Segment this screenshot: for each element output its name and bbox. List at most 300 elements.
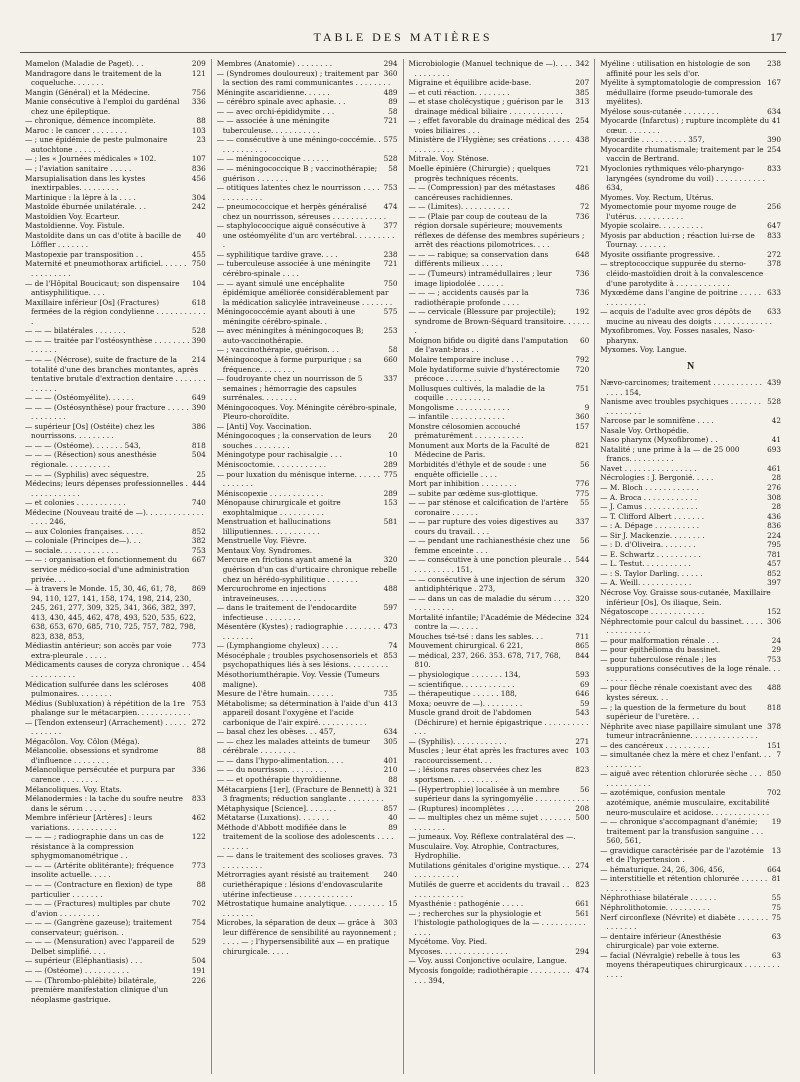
- index-entry-page: 58: [388, 164, 398, 174]
- index-entry: [25, 975, 206, 1005]
- running-head: [20, 28, 786, 53]
- index-entry-page: 836: [767, 521, 781, 531]
- index-entry-text: — — pendant une rachianesthésie chez une femme enceinte . . .: [408, 536, 571, 555]
- index-entry-text: Mitrale. Voy. Sténose.: [408, 154, 489, 164]
- index-entry: [216, 278, 398, 308]
- index-entry: [25, 937, 206, 956]
- index-entry-text: Mésothoriumthérapie. Voy. Vessie (Tumeurs maligne).: [216, 670, 380, 689]
- index-entry: [25, 450, 206, 469]
- index-entry-page: 454: [191, 660, 206, 670]
- index-entry: [25, 956, 206, 966]
- index-entry-page: 736: [575, 211, 590, 221]
- index-entry: [600, 288, 781, 307]
- index-entry: [216, 622, 398, 641]
- index-entry: [25, 832, 206, 861]
- index-entry: [600, 326, 781, 345]
- index-entry-page: 593: [575, 670, 590, 679]
- index-entry: [600, 750, 781, 769]
- index-entry-text: Nanisme avec troubles psychiques . . . . . . . . . . . . . . .: [600, 397, 761, 416]
- index-entry-text: — — méningococcique B ; vaccinothérapie; guérison . . . . . . .: [216, 164, 378, 183]
- index-entry-text: Métacarpiens [1er], (Fracture de Bennett) à 3 fragments; réduction sanglante . . . . . . . .: [216, 784, 384, 804]
- index-entry-page: 575: [383, 135, 398, 145]
- index-entry: [408, 488, 590, 499]
- index-entry-text: — — dans l'hypo-alimentation. . . .: [216, 755, 344, 765]
- index-entry: [216, 813, 398, 823]
- index-entry: [216, 202, 398, 221]
- index-entry-text: — basal chez les obèses. . . 457,: [216, 727, 336, 737]
- index-entry: [408, 116, 590, 135]
- index-entry-page: 272: [767, 249, 781, 259]
- index-entry: [25, 421, 206, 441]
- index-entry: [600, 893, 781, 903]
- index-entry-text: — — — (Nécrose), suite de fracture de la totalité d'une des branches montantes, après tentative brutale d'extraction dentaire . . . . . . . . . . . . .: [25, 354, 206, 393]
- index-entry-text: Myosite ossifiante progressive. .: [600, 249, 720, 259]
- index-entry-page: 775: [383, 469, 398, 479]
- index-entry: [600, 202, 781, 221]
- index-entry-text: Monstre célosomien accouché prématurément . . . . . . . . . . .: [408, 421, 524, 441]
- index-entry-page: 753: [767, 654, 781, 664]
- index-entry: [600, 903, 781, 913]
- index-entry: [408, 650, 590, 670]
- index-entry: [408, 937, 590, 947]
- index-entry: [408, 59, 590, 78]
- index-entry-text: — ; recherches sur la physiologie et l'histologie pathologiques de la — . . . . . . . . . . . . . .: [408, 908, 586, 937]
- index-entry-text: Méningococcémie ayant abouti à une méningite cérébro-spinale. .: [216, 307, 356, 326]
- index-entry-text: Myocardie . . . . . . . . . . 357,: [600, 135, 705, 145]
- index-entry: [408, 670, 590, 680]
- index-entry: [25, 918, 206, 937]
- index-entry-page: 55: [579, 498, 590, 508]
- index-entry-text: Ministère de l'Hygiène; ses créations . . . . . . . . . . . . . .: [408, 135, 570, 154]
- index-entry-text: Médecins; leurs dépenses professionnelles . . . . . . . . . . . .: [25, 479, 189, 498]
- index-entry: [600, 645, 781, 655]
- index-entry-page: 73: [388, 851, 398, 861]
- index-entry-text: Mollusques cultivés, la maladie de la coquille . . . . . . . . . .: [408, 383, 546, 403]
- index-entry: [600, 616, 781, 636]
- index-entry-page: 633: [767, 307, 781, 317]
- index-entry: [408, 459, 590, 479]
- index-entry-text: Morbidités d'éthyle et de soude : une enquête officielle . . . .: [408, 459, 547, 479]
- index-entry: [216, 354, 398, 374]
- index-entry-page: 271: [575, 736, 590, 746]
- index-entry-page: 474: [575, 965, 590, 975]
- index-entry-page: 721: [383, 116, 398, 126]
- index-entry: [600, 416, 781, 426]
- index-entry: [25, 469, 206, 480]
- index-entry: [408, 479, 590, 489]
- index-entry-page: 56: [579, 536, 590, 546]
- index-entry-page: 756: [191, 87, 206, 97]
- index-entry-text: — — consécutive à une méningo-coccémie. . . . . . . . . . . .: [216, 135, 381, 154]
- index-entry-page: 24: [771, 635, 781, 645]
- index-entry-page: 28: [771, 502, 781, 512]
- index-entry-page: 378: [767, 259, 781, 269]
- index-entry-page: 660: [383, 354, 398, 364]
- index-entry-text: — azotémique, confusion mentale azotémique, anémie musculaire, excitabilité neuro-musculaire et acidose. . . . . . . . . . . . .: [600, 788, 770, 817]
- index-entry: [25, 660, 206, 679]
- index-entry-page: 253: [383, 326, 398, 336]
- index-entry-page: 795: [767, 540, 781, 550]
- index-entry: [216, 68, 398, 88]
- index-entry: [216, 183, 398, 202]
- index-entry-text: — — avec orchi-épididymite . . .: [216, 106, 335, 116]
- index-entry-page: 321: [383, 784, 398, 794]
- index-entry-text: — et colonies . . . . . . . . . . .: [25, 498, 126, 508]
- index-entry-page: 69: [579, 679, 590, 689]
- index-entry-text: Migraine et équilibre acide-base.: [408, 78, 532, 88]
- index-entry-page: 41: [771, 116, 781, 126]
- index-entry-text: Naso pharynx (Myxofibrome) . .: [600, 435, 718, 445]
- index-entry-text: Méningocoques. Voy. Méningite cérébro-spinale, Pleuro-choroïdite.: [216, 402, 397, 422]
- index-entry-page: 397: [767, 578, 781, 588]
- index-entry: [216, 784, 398, 804]
- index-entry-page: 823: [575, 880, 590, 890]
- index-entry-page: 850: [767, 769, 781, 779]
- index-entry-page: 561: [575, 908, 590, 918]
- index-entry-text: — dentaire inférieur (Anesthésie chirurgicale) par voie externe.: [600, 931, 722, 951]
- index-entry: [25, 860, 206, 880]
- index-entry: [600, 397, 781, 416]
- index-entry-text: Méningocoques ; la conservation de leurs souches . . . . . . . .: [216, 431, 372, 450]
- index-entry-page: 55: [771, 893, 781, 903]
- index-entry-text: Mesure de l'être humain. . . . . .: [216, 689, 334, 699]
- index-entry: [216, 402, 398, 422]
- index-entry: [600, 683, 781, 702]
- index-entry: [408, 899, 590, 909]
- index-entry-text: Mamelon (Maladie de Paget). . .: [25, 59, 144, 68]
- index-entry: [408, 498, 590, 517]
- index-entry-page: 750: [383, 278, 398, 288]
- index-entry-text: Muscle grand droit de l'abdomen (Déchirure) et hernie épigastrique . . . . . . . . . . . . .: [408, 708, 589, 737]
- index-entry: [408, 698, 590, 709]
- index-entry: [600, 435, 781, 445]
- index-entry-text: — Sir J. Mackenzie. . . . . . . .: [600, 530, 705, 540]
- index-entry-page: 238: [383, 249, 398, 259]
- index-entry: [600, 607, 781, 617]
- index-entry: [216, 775, 398, 785]
- index-entry-text: — jumeaux. Voy. Réflexe contralatéral des —.: [408, 832, 576, 842]
- index-entry-text: — — — (Artérite oblitérante); fréquence insolite actuelle. . . . .: [25, 860, 174, 880]
- index-entry-page: 305: [383, 736, 398, 746]
- index-entry-page: 575: [383, 307, 398, 317]
- index-entry-page: 773: [191, 860, 206, 870]
- index-entry: [216, 603, 398, 622]
- index-entry: [408, 536, 590, 555]
- index-entry: [216, 450, 398, 460]
- index-entry-text: — coloniale (Principes de—). . .: [25, 536, 141, 546]
- index-entry-text: — pour épithélioma du bassinet.: [600, 645, 721, 655]
- index-entry-text: Médius (Subluxation) à répétition de la 1re phalange sur le métacarpien. . . . . . . . . . . .: [25, 698, 191, 718]
- index-entry: [600, 702, 781, 722]
- index-entry-page: 581: [383, 517, 398, 527]
- index-entry: [25, 584, 206, 641]
- index-entry-page: 661: [575, 899, 590, 909]
- index-entry: [408, 784, 590, 804]
- index-entry-text: Méningite ascaridienne. . . . . .: [216, 87, 330, 97]
- index-entry-text: Mélancolique persécutée et purpura par carence . . . . . . . .: [25, 765, 176, 785]
- index-entry-text: Moelle épinière (Chirurgie) ; quelques progrès techniques récents.: [408, 164, 551, 183]
- index-entry: [216, 765, 398, 775]
- index-entry-text: — (Hypertrophie) localisée à un membre supérieur dans la syringomyélie . . . . . . . . . . . .: [408, 784, 589, 804]
- index-entry-text: — pour tuberculose rénale ; les suppurations consécutives de la loge rénale. . . . . . . . . .: [600, 654, 781, 683]
- index-entry-page: 754: [191, 918, 206, 928]
- index-entry-text: — — consécutive à une injection de sérum antidiphtérique . 273,: [408, 574, 566, 594]
- index-entry-page: 167: [767, 78, 781, 88]
- index-entry: [25, 125, 206, 136]
- index-entry: [408, 78, 590, 88]
- index-entry: [25, 746, 206, 765]
- index-entry-page: 439: [767, 377, 781, 387]
- index-entry: [600, 511, 781, 522]
- index-entry: [408, 631, 590, 642]
- index-entry-text: Médecine (Nouveau traité de —). . . . . . . . . . . . . . . . . 246,: [25, 507, 204, 527]
- index-entry-page: 821: [575, 440, 590, 450]
- index-entry-text: Myosis par abduction ; réaction lui-rse de Tournay. . . . . . .: [600, 230, 755, 250]
- index-entry: [600, 845, 781, 865]
- index-entry: [216, 803, 398, 814]
- index-entry-text: — simultanée chez la mère et chez l'enfant. . . . . . . . . . .: [600, 750, 771, 769]
- index-entry-text: Néphrolithotomie. . . . . . . . . .: [600, 903, 710, 913]
- index-entry: [408, 164, 590, 183]
- index-entry-text: — dans le traitement de l'endocardite infectieuse . . . . . . . .: [216, 603, 357, 622]
- index-entry: [25, 736, 206, 747]
- index-entry: [216, 154, 398, 164]
- index-entry-page: 289: [383, 488, 398, 498]
- index-entry: [216, 59, 398, 69]
- index-entry-text: Maxillaire inférieur [Os] (Fractures) fermées de la région condylienne . . . . . . . . . . . .: [25, 297, 206, 326]
- index-entry: [408, 832, 590, 842]
- index-entry-text: Mégacôlon. Voy. Côlon (Méga).: [25, 736, 140, 746]
- index-entry-text: — otitiques latentes chez le nourrisson . . . . . . . . . . . . .: [216, 183, 380, 202]
- index-entry: [408, 97, 590, 116]
- index-entry-page: 667: [191, 555, 206, 565]
- index-entry-page: 103: [575, 746, 590, 756]
- index-entry-text: — — consécutive à une ponction pleurale . . . . . . . . . . . 151,: [408, 555, 571, 574]
- index-entry-text: — — — ; accidents causés par la radiothérapie profonde . . . .: [408, 288, 529, 307]
- index-entry: [216, 736, 398, 756]
- index-entry-text: — tuberculeuse associée à une méningite cérébro-spinale . . . .: [216, 259, 371, 279]
- index-entry-page: 543: [575, 708, 590, 718]
- index-entry-text: — — — (Mensuration) avec l'appareil de Delbet simplifié. . . .: [25, 937, 175, 956]
- index-entry-text: — interstitielle et rétention chlorurée . . . . . . . . . . . . . .: [600, 874, 768, 893]
- index-entry: [216, 374, 398, 403]
- index-entry: [408, 841, 590, 861]
- index-entry: [216, 488, 398, 499]
- index-entry: [216, 727, 398, 737]
- index-entry-text: — — associée à une méningite tuberculeuse. . . . . . . . . . .: [216, 116, 330, 135]
- index-entry: [216, 498, 398, 517]
- index-entry: [408, 307, 590, 336]
- index-entry-page: 256: [767, 202, 781, 212]
- index-entry-text: — J. Camus . . . . . . . . . . . .: [600, 502, 698, 512]
- index-entry-text: Mouvement chirurgical. 6 221,: [408, 641, 524, 651]
- index-entry: [25, 335, 206, 355]
- index-entry-text: — pour flèche rénale coexistant avec des kystes séreux. . .: [600, 683, 753, 702]
- index-entry-page: 289: [383, 459, 398, 469]
- index-entry: [600, 864, 781, 875]
- index-entry-page: 775: [575, 488, 590, 498]
- index-entry: [600, 230, 781, 250]
- index-entry-text: — facial (Névralgie) rebelle à tous les moyens thérapeutiques chirurgicaux . . . . . . . . . . . .: [600, 950, 780, 979]
- index-entry-text: Myopie scolaire. . . . . . . . . .: [600, 221, 703, 231]
- index-entry-page: 15: [388, 899, 398, 909]
- index-entry-page: 10: [388, 450, 398, 460]
- index-entry: [408, 412, 590, 422]
- index-entry-text: — scientifique. . . . . . . . . . . .: [408, 679, 515, 689]
- index-entry-page: 401: [383, 755, 398, 765]
- index-entry-page: 210: [383, 765, 398, 775]
- index-entry: [25, 813, 206, 832]
- index-entry-text: Néphrectomie pour calcul du bassinet. . . . . . . . . . . . . . .: [600, 616, 763, 636]
- index-entry-page: 528: [767, 397, 781, 407]
- index-entry-text: — — (Tumeurs) intramédullaires ; leur image lipiodolée . . . . . .: [408, 269, 552, 288]
- index-entry-text: — M. Bloch . . . . . . . . . . . .: [600, 482, 699, 492]
- index-entry: [408, 746, 590, 765]
- index-entry-page: 488: [767, 683, 781, 693]
- index-entry-page: 191: [191, 965, 206, 975]
- index-entry-text: — — — (Ostéome). . . . . . . 543,: [25, 440, 141, 450]
- index-entry-page: 473: [383, 622, 398, 632]
- index-entry-page: 320: [575, 593, 590, 603]
- index-entry-page: 238: [767, 59, 781, 68]
- index-entry: [408, 765, 590, 785]
- index-entry: [25, 507, 206, 527]
- index-entry-page: 833: [767, 164, 781, 174]
- index-entry-page: 224: [767, 530, 781, 540]
- index-entry-text: Mélanodermies : la tache du soufre neutre dans le sérum . . . . .: [25, 794, 183, 813]
- index-entry-text: Médicaments causes de coryza chronique . . . . . . . . . . . .: [25, 660, 190, 679]
- index-entry-page: 88: [196, 880, 206, 890]
- index-entry-page: 773: [191, 641, 206, 651]
- index-entry: [408, 679, 590, 690]
- index-entry-text: Métabolisme; sa détermination à l'aide d'un appareil dosant l'oxygène et l'acide carbonique de l'air expiré. . . . . . . . . . .: [216, 698, 380, 727]
- index-entry-page: 336: [191, 97, 206, 107]
- index-entry-page: 360: [383, 68, 398, 78]
- index-entry: [25, 354, 206, 393]
- index-entry-page: 337: [383, 374, 398, 384]
- index-entry-text: Microbes, la séparation de deux — grâce à leur différence de sensibilité au rayonnement ; . . . . — ; l'hypersensibilité aux — en pratique chirurgicale. . . . .: [216, 918, 397, 956]
- index-entry-page: 504: [191, 956, 206, 966]
- index-entry-page: 844: [575, 650, 590, 660]
- index-entry: [25, 211, 206, 222]
- index-entry-text: — — (Compression) par des métastases cancéreuses rachidiennes.: [408, 183, 556, 202]
- index-entry: [408, 440, 590, 460]
- index-entry: [600, 740, 781, 751]
- index-entry: [600, 59, 781, 78]
- index-entry-text: — — — (Fractures) multiples par chute d'avion . . . . . . . . .: [25, 899, 171, 918]
- index-entry-text: Mandragore dans le traitement de la coqueluche. . . . . . .: [25, 68, 162, 88]
- index-entry-page: 833: [191, 794, 206, 804]
- index-entry-page: 272: [191, 717, 206, 727]
- index-entry-page: 276: [767, 482, 781, 492]
- index-entry-text: Navet . . . . . . . . . . . . . . . .: [600, 463, 697, 473]
- index-entry-page: 23: [196, 135, 206, 145]
- index-entry: [216, 650, 398, 670]
- index-entry: [25, 698, 206, 718]
- index-entry-text: Monument aux Morts de la Faculté de Médecine de Paris.: [408, 440, 550, 460]
- index-entry-page: 88: [388, 775, 398, 785]
- index-entry-page: 59: [579, 698, 590, 708]
- index-entry-text: — — — (Gangrène gazeuse); traitement conservateur; guérison. .: [25, 918, 173, 937]
- index-entry: [408, 813, 590, 832]
- index-entry: [216, 431, 398, 450]
- index-entry-text: Mésentère (Kystes) ; radiographie . . . . . . . . . . . . . . .: [216, 622, 381, 641]
- index-entry: [600, 540, 781, 550]
- index-entry-text: Nécrose Voy. Graisse sous-cutanée, Maxillaire inférieur [Os], Os iliaque, Sein.: [600, 587, 771, 607]
- index-entry: [408, 803, 590, 814]
- index-entry-text: — hématurique. 24, 26, 306, 456,: [600, 864, 725, 874]
- index-entry: [216, 307, 398, 326]
- index-entry: [408, 517, 590, 536]
- index-entry: [600, 568, 781, 579]
- index-entry-text: — — — traitée par l'ostéosynthèse . . . . . . . . . . . . . .: [25, 335, 190, 355]
- index-entry-page: 438: [575, 135, 590, 145]
- index-entry-page: 294: [575, 946, 590, 956]
- index-entry: [408, 736, 590, 747]
- index-entry-text: — — et opothérapie thyroïdienne.: [216, 775, 342, 785]
- index-entry-text: — et cuti réaction. . . . . . . .: [408, 87, 510, 97]
- index-entry-page: 721: [383, 259, 398, 269]
- page-number: 17: [770, 30, 782, 44]
- index-entry-page: 597: [383, 603, 398, 613]
- index-entry-page: 634: [767, 106, 781, 116]
- index-entry-text: — — dans un cas de maladie du sérum . . . . . . . . . . . . .: [408, 593, 571, 613]
- index-column-3: [404, 59, 596, 1074]
- index-entry-page: 320: [383, 555, 398, 565]
- index-entry-page: 852: [767, 568, 781, 578]
- index-entry-text: Nerf circonflexe (Névrite) et diabète . . . . . . . . . . . . . .: [600, 912, 769, 932]
- index-entry: [600, 221, 781, 231]
- index-entry-text: — ; la question de la fermeture du bout supérieur de l'uretère. . .: [600, 702, 746, 722]
- index-entry-page: 646: [575, 689, 590, 699]
- index-entry-page: 152: [767, 607, 781, 617]
- index-entry-page: 648: [575, 249, 590, 259]
- index-entry-text: — [Anti] Voy. Vaccination.: [216, 421, 312, 431]
- index-entry-text: — supérieur (Eléphantiasis) . . .: [25, 956, 143, 966]
- index-entry: [600, 192, 781, 203]
- index-entry-page: 63: [771, 931, 781, 941]
- index-entry-page: 58: [388, 345, 398, 355]
- index-entry-page: 528: [191, 326, 206, 336]
- index-entry: [600, 78, 781, 107]
- index-entry-page: 320: [575, 574, 590, 584]
- index-entry: [408, 956, 590, 966]
- index-column-4: [595, 59, 786, 1074]
- index-entry: [600, 559, 781, 569]
- index-entry-text: — médical, 237, 266. 353. 678, 717, 768, 810.: [408, 650, 561, 670]
- index-entry-text: Moignon bifide ou digité dans l'amputation de l'avant-bras . .: [408, 335, 569, 355]
- index-entry-text: Myxomes. Voy. Langue.: [600, 345, 687, 355]
- index-entry-text: Métrorragies ayant résisté au traitement curiethérapique : lésions d'endovascularite utérine infectieuse . . . . . . . . . . . . .: [216, 870, 383, 899]
- index-entry-page: 274: [575, 860, 590, 870]
- index-entry-page: 75: [771, 912, 781, 922]
- index-entry-text: Natalité ; une prime à la — de 25 000 francs. . . . . . . . . .: [600, 444, 740, 464]
- index-entry: [600, 587, 781, 607]
- index-entry-text: Myasthénie : pathogénie . . . . .: [408, 899, 524, 909]
- index-entry-text: Nasale Voy. Orthopédie.: [600, 425, 689, 435]
- index-entry-page: 390: [191, 335, 206, 345]
- index-entry: [408, 402, 590, 413]
- index-entry-text: — — (Limites). . . . . . . . . . .: [408, 202, 510, 212]
- index-entry-text: — ; les « Journées médicales » 102.: [25, 154, 157, 164]
- index-entry: [216, 545, 398, 556]
- index-entry-text: Maternité et pneumothorax artificiel. . . . . . . . . . . . . . .: [25, 259, 187, 279]
- index-entry: [25, 794, 206, 813]
- index-entry-text: — — — bilatérales . . . . . . .: [25, 326, 126, 336]
- index-entry-text: — : D. d'Oliveira. . . . . . . .: [600, 540, 696, 550]
- index-entry: [25, 259, 206, 279]
- index-entry: [600, 874, 781, 893]
